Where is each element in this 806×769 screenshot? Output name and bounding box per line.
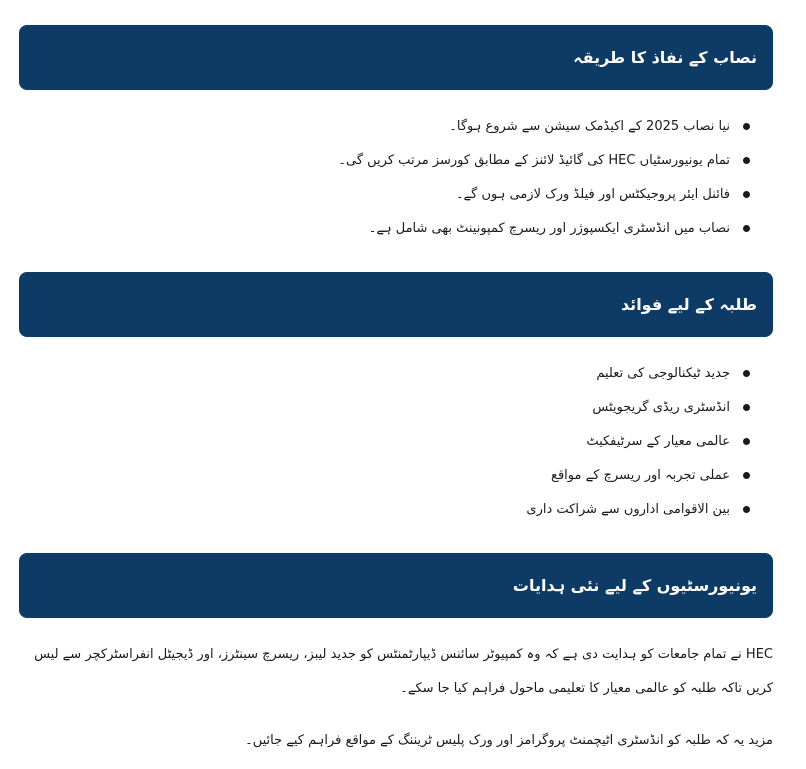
list-item: فائنل ایئر پروجیکٹس اور فیلڈ ورک لازمی ہوں گے۔	[19, 178, 750, 212]
list-item: عملی تجربہ اور ریسرچ کے مواقع	[19, 459, 750, 493]
section-header-university-guidelines	[19, 553, 773, 618]
list-item: عالمی معیار کے سرٹیفکیٹ	[19, 425, 750, 459]
list-item: نیا نصاب 2025 کے اکیڈمک سیشن سے شروع ہوگا۔	[19, 110, 750, 144]
section-header-implementation	[19, 25, 773, 90]
section-title: یونیورسٹیوں کے لیے نئی ہدایات	[512, 576, 757, 595]
list-item: تمام یونیورسٹیاں HEC کی گائیڈ لائنز کے مطابق کورسز مرتب کریں گی۔	[19, 144, 750, 178]
benefits-list	[19, 357, 750, 527]
section-title: طلبہ کے لیے فوائد	[620, 295, 757, 314]
guideline-paragraph: HEC نے تمام جامعات کو ہدایت دی ہے کہ وہ کمپیوٹر سائنس ڈیپارٹمنٹس کو جدید لیبز، ریسرچ سینٹرز، اور ڈیجیٹل انفراسٹرکچر سے لیس کریں تاکہ طلبہ کو عالمی معیار کا تعلیمی ماحول فراہم کیا جا سکے۔	[34, 647, 773, 696]
list-item: انڈسٹری ریڈی گریجویٹس	[19, 391, 750, 425]
list-item: جدید ٹیکنالوجی کی تعلیم	[19, 357, 750, 391]
implementation-list	[19, 110, 750, 246]
section-title: نصاب کے نفاذ کا طریقہ	[573, 48, 757, 67]
list-item: نصاب میں انڈسٹری ایکسپوژر اور ریسرچ کمپونینٹ بھی شامل ہے۔	[19, 212, 750, 246]
list-item: بین الاقوامی اداروں سے شراکت داری	[19, 493, 750, 527]
guideline-paragraph: مزید یہ کہ طلبہ کو انڈسٹری اٹیچمنٹ پروگرامز اور ورک پلیس ٹریننگ کے مواقع فراہم کیے جائیں۔	[245, 733, 773, 748]
section-header-student-benefits	[19, 272, 773, 337]
